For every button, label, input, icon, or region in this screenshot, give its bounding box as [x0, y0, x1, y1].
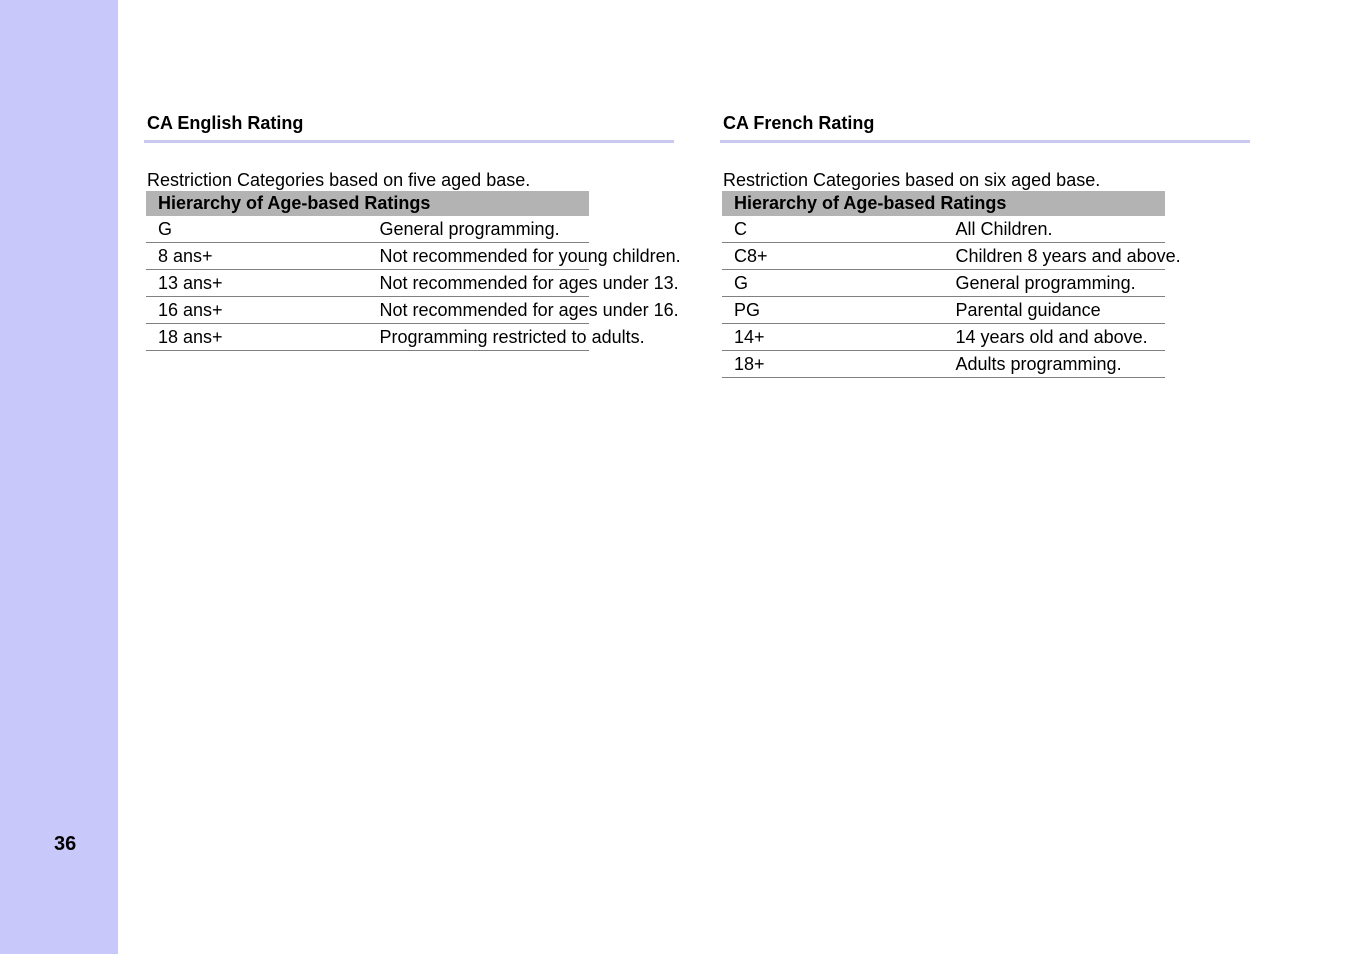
- page-number: 36: [54, 833, 77, 855]
- rating-code: G: [146, 216, 368, 243]
- table-row: [722, 270, 1165, 297]
- french-rating-title: CA French Rating: [723, 113, 875, 133]
- rating-code: 18 ans+: [146, 324, 368, 351]
- rating-description: Children 8 years and above.: [944, 243, 1166, 270]
- rating-description: Not recommended for ages under 16.: [368, 297, 590, 324]
- table-row: [722, 216, 1165, 243]
- french-intro-text: Restriction Categories based on six aged base.: [723, 170, 1101, 190]
- table-row: [146, 324, 589, 351]
- rating-description: Parental guidance: [944, 297, 1166, 324]
- table-row: [722, 297, 1165, 324]
- table-row: [146, 297, 589, 324]
- rating-description: General programming.: [368, 216, 590, 243]
- english-ratings-table: [146, 191, 681, 351]
- french-rating-section: [720, 110, 1250, 378]
- table-row: [722, 243, 1165, 270]
- english-rating-title: CA English Rating: [147, 113, 304, 133]
- rating-code: PG: [722, 297, 944, 324]
- english-rating-section: [144, 110, 681, 351]
- sidebar-band: [0, 0, 118, 954]
- rating-description: Not recommended for ages under 13.: [368, 270, 590, 297]
- rating-code: 16 ans+: [146, 297, 368, 324]
- english-intro-text: Restriction Categories based on five aged base.: [147, 170, 531, 190]
- french-table-header-row: [722, 191, 1165, 216]
- english-table-header: Hierarchy of Age-based Ratings: [146, 191, 589, 216]
- rating-code: C: [722, 216, 944, 243]
- rating-description: Programming restricted to adults.: [368, 324, 590, 351]
- rating-code: 14+: [722, 324, 944, 351]
- rating-code: G: [722, 270, 944, 297]
- rating-description: All Children.: [944, 216, 1166, 243]
- rating-code: 13 ans+: [146, 270, 368, 297]
- table-row: [146, 243, 589, 270]
- rating-code: 18+: [722, 351, 944, 378]
- english-table-header-row: [146, 191, 589, 216]
- rating-description: Adults programming.: [944, 351, 1166, 378]
- french-ratings-table: [722, 191, 1181, 378]
- table-row: [722, 351, 1165, 378]
- table-row: [146, 270, 589, 297]
- english-title-rule: [144, 140, 674, 143]
- rating-description: Not recommended for young children.: [368, 243, 590, 270]
- table-row: [146, 216, 589, 243]
- rating-code: 8 ans+: [146, 243, 368, 270]
- rating-description: General programming.: [944, 270, 1166, 297]
- table-row: [722, 324, 1165, 351]
- rating-description: 14 years old and above.: [944, 324, 1166, 351]
- french-title-rule: [720, 140, 1250, 143]
- rating-code: C8+: [722, 243, 944, 270]
- french-table-header: Hierarchy of Age-based Ratings: [722, 191, 1165, 216]
